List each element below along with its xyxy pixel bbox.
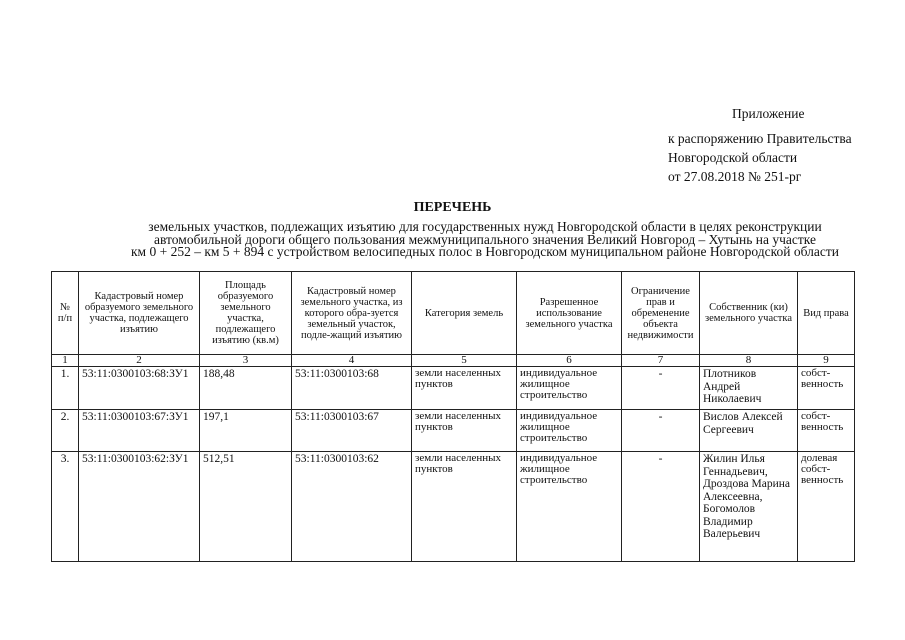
subtitle-line: земельных участков, подлежащих изъятию для государственных нужд Новгородской области в целях реконструкции — [148, 219, 822, 234]
table-row — [52, 452, 855, 562]
header-cell: Разрешенное использование земельного участка — [517, 272, 622, 355]
header-cell: Категория земель — [412, 272, 517, 355]
new-cadastral-number: 53:11:0300103:67:ЗУ1 — [79, 410, 200, 452]
owner: Жилин Илья Геннадьевич, Дроздова Марина Алексеевна, Богомолов Владимир Валерьевич — [700, 452, 798, 562]
subtitle-line: автомобильной дороги общего пользования межмуниципального значения Великий Новгород – Хутынь на участке — [154, 231, 816, 247]
table-header-row — [52, 272, 855, 355]
header-cell: Ограничение прав и обременение объекта недвижимости — [622, 272, 700, 355]
owner: Плотников Андрей Николаевич — [700, 367, 798, 410]
header-cell: № п/п — [52, 272, 79, 355]
column-number: 7 — [622, 355, 700, 367]
table-row — [52, 410, 855, 452]
row-number: 2. — [52, 410, 79, 452]
column-number: 2 — [79, 355, 200, 367]
plot-area: 197,1 — [200, 410, 292, 452]
column-number: 4 — [292, 355, 412, 367]
appendix-line-2: Новгородской области — [668, 150, 798, 165]
right-type: долевая собст-венность — [798, 452, 855, 562]
column-number: 6 — [517, 355, 622, 367]
land-category: земли населенных пунктов — [412, 410, 517, 452]
appendix-block — [668, 104, 852, 186]
header-cell: Кадастровый номер образуемого земельного участка, подлежащего изъятию — [79, 272, 200, 355]
plot-area: 512,51 — [200, 452, 292, 562]
encumbrance: - — [622, 367, 700, 410]
header-cell: Кадастровый номер земельного участка, из которого обра-зуется земельный участок, подле-жащий изъятию — [292, 272, 412, 355]
right-type: собст-венность — [798, 410, 855, 452]
new-cadastral-number: 53:11:0300103:68:ЗУ1 — [79, 367, 200, 410]
appendix-title: Приложение — [732, 106, 805, 121]
appendix-line-3: от 27.08.2018 № 251-рг — [668, 169, 802, 184]
permitted-use: индивидуальное жилищное строительство — [517, 452, 622, 562]
right-type: собст-венность — [798, 367, 855, 410]
source-cadastral-number: 53:11:0300103:67 — [292, 410, 412, 452]
row-number: 3. — [52, 452, 79, 562]
row-number: 1. — [52, 367, 79, 410]
new-cadastral-number: 53:11:0300103:62:ЗУ1 — [79, 452, 200, 562]
plot-area: 188,48 — [200, 367, 292, 410]
land-category: земли населенных пунктов — [412, 367, 517, 410]
column-number-row — [52, 355, 855, 367]
source-cadastral-number: 53:11:0300103:62 — [292, 452, 412, 562]
column-number: 5 — [412, 355, 517, 367]
encumbrance: - — [622, 452, 700, 562]
document-title: ПЕРЕЧЕНЬ — [413, 200, 492, 215]
land-category: земли населенных пунктов — [412, 452, 517, 562]
column-number: 8 — [700, 355, 798, 367]
owner: Вислов Алексей Сергеевич — [700, 410, 798, 452]
header-cell: Вид права — [798, 272, 855, 355]
permitted-use: индивидуальное жилищное строительство — [517, 367, 622, 410]
encumbrance: - — [622, 410, 700, 452]
column-number: 1 — [52, 355, 79, 367]
land-plots-table — [51, 271, 855, 562]
header-cell: Собственник (ки) земельного участка — [700, 272, 798, 355]
permitted-use: индивидуальное жилищное строительство — [517, 410, 622, 452]
appendix-line-1: к распоряжению Правительства — [668, 131, 852, 146]
document-subtitle — [60, 221, 905, 259]
source-cadastral-number: 53:11:0300103:68 — [292, 367, 412, 410]
subtitle-line: км 0 + 252 – км 5 + 894 с устройством велосипедных полос в Новгородском муниципальном районе Новгородской области — [130, 244, 840, 259]
column-number: 9 — [798, 355, 855, 367]
header-cell: Площадь образуемого земельного участка, подлежащего изъятию (кв.м) — [200, 272, 292, 355]
column-number: 3 — [200, 355, 292, 367]
table-row — [52, 367, 855, 410]
